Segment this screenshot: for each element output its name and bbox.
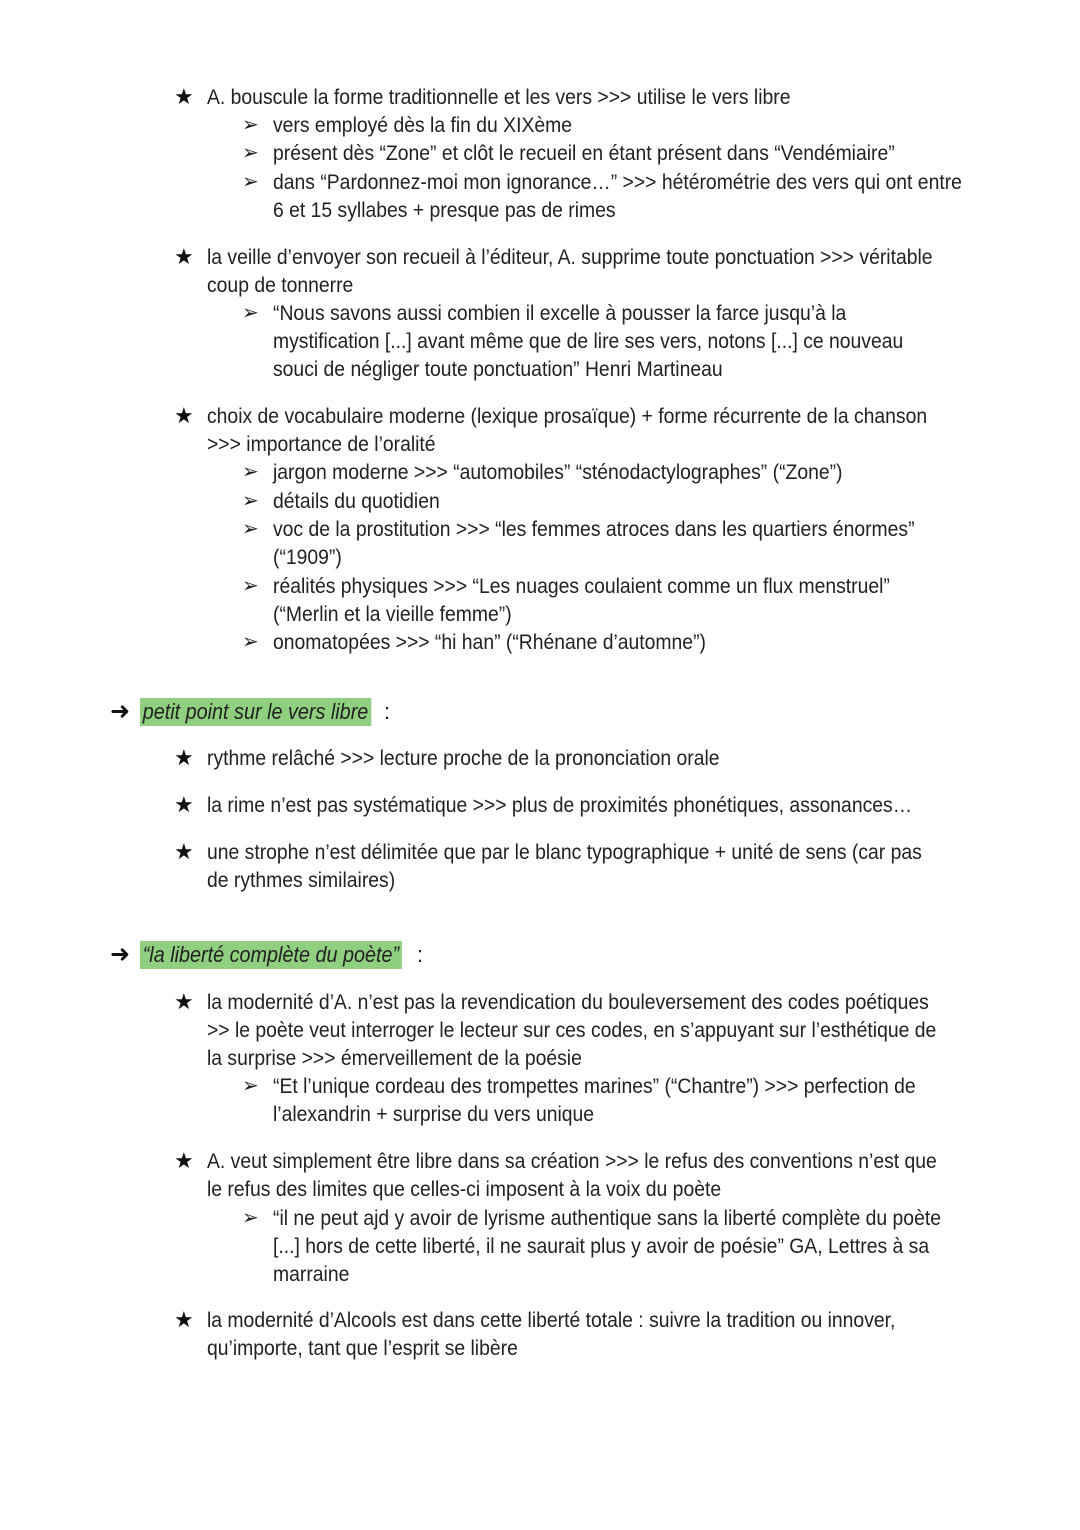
star-icon: ★ <box>174 403 194 428</box>
sub-bullet-text: voc de la prostitution >>> “les femmes atroces dans les quartiers énormes” <box>273 517 915 541</box>
sub-bullet-text: (“1909”) <box>273 545 342 569</box>
sub-bullet-text: détails du quotidien <box>273 489 440 513</box>
bullet-text: choix de vocabulaire moderne (lexique prosaïque) + forme récurrente de la chanson <box>207 404 928 428</box>
triangle-bullet-icon: ➢ <box>242 114 259 136</box>
bullet-text: la modernité d’A. n’est pas la revendication du bouleversement des codes poétiques <box>207 990 929 1014</box>
bullet-text: rythme relâché >>> lecture proche de la prononciation orale <box>207 746 720 770</box>
sub-bullet-text: onomatopées >>> “hi han” (“Rhénane d’automne”) <box>273 630 706 654</box>
triangle-bullet-icon: ➢ <box>242 575 259 597</box>
triangle-bullet-icon: ➢ <box>242 142 259 164</box>
sub-bullet-text: l’alexandrin + surprise du vers unique <box>273 1102 595 1126</box>
right-arrow-icon: ➜ <box>110 698 131 725</box>
triangle-bullet-icon: ➢ <box>242 490 259 512</box>
star-icon: ★ <box>174 84 194 109</box>
sub-bullet-text: “Nous savons aussi combien il excelle à pousser la farce jusqu’à la <box>273 301 847 325</box>
sub-bullet-text: marraine <box>273 1262 350 1286</box>
bullet-text: une strophe n’est délimitée que par le blanc typographique + unité de sens (car pas <box>207 840 922 864</box>
bullet-text: la veille d’envoyer son recueil à l’éditeur, A. supprime toute ponctuation >>> véritable <box>207 245 933 269</box>
bullet-text: la rime n’est pas systématique >>> plus de proximités phonétiques, assonances… <box>207 793 913 817</box>
bullet-text: >>> importance de l’oralité <box>207 432 436 456</box>
star-icon: ★ <box>174 244 194 269</box>
sub-bullet-text: “Et l’unique cordeau des trompettes marines” (“Chantre”) >>> perfection de <box>273 1074 916 1098</box>
triangle-bullet-icon: ➢ <box>242 1075 259 1097</box>
bullet-text: qu’importe, tant que l’esprit se libère <box>207 1336 518 1360</box>
sub-bullet-text: réalités physiques >>> “Les nuages coulaient comme un flux menstruel” <box>273 574 890 598</box>
bullet-text: le refus des limites que celles-ci imposent à la voix du poète <box>207 1177 722 1201</box>
sub-bullet-text: souci de négliger toute ponctuation” Henri Martineau <box>273 357 723 381</box>
triangle-bullet-icon: ➢ <box>242 1207 259 1229</box>
star-icon: ★ <box>174 839 194 864</box>
right-arrow-icon: ➜ <box>110 941 131 968</box>
triangle-bullet-icon: ➢ <box>242 518 259 540</box>
sub-bullet-text: jargon moderne >>> “automobiles” “sténodactylographes” (“Zone”) <box>273 460 843 484</box>
star-icon: ★ <box>174 792 194 817</box>
bullet-text: de rythmes similaires) <box>207 868 396 892</box>
triangle-bullet-icon: ➢ <box>242 631 259 653</box>
sub-bullet-text: (“Merlin et la vieille femme”) <box>273 602 512 626</box>
section-heading: petit point sur le vers libre <box>140 698 371 726</box>
sub-bullet-text: mystification [...] avant même que de lire ses vers, notons [...] ce nouveau <box>273 329 904 353</box>
bullet-text: la modernité d’Alcools est dans cette liberté totale : suivre la tradition ou innover, <box>207 1308 896 1332</box>
star-icon: ★ <box>174 1148 194 1173</box>
triangle-bullet-icon: ➢ <box>242 461 259 483</box>
bullet-text: >> le poète veut interroger le lecteur sur ces codes, en s’appuyant sur l’esthétique de <box>207 1018 937 1042</box>
star-icon: ★ <box>174 745 194 770</box>
bullet-text: la surprise >>> émerveillement de la poésie <box>207 1046 582 1070</box>
bullet-text: coup de tonnerre <box>207 273 354 297</box>
sub-bullet-text: vers employé dès la fin du XIXème <box>273 113 573 137</box>
section-heading: “la liberté complète du poète” <box>140 941 402 969</box>
star-icon: ★ <box>174 1307 194 1332</box>
bullet-text: A. veut simplement être libre dans sa création >>> le refus des conventions n’est que <box>207 1149 937 1173</box>
star-icon: ★ <box>174 989 194 1014</box>
sub-bullet-text: 6 et 15 syllabes + presque pas de rimes <box>273 198 616 222</box>
heading-colon: : <box>384 699 391 724</box>
sub-bullet-text: présent dès “Zone” et clôt le recueil en étant présent dans “Vendémiaire” <box>273 141 895 165</box>
sub-bullet-text: “il ne peut ajd y avoir de lyrisme authentique sans la liberté complète du poète <box>273 1206 941 1230</box>
sub-bullet-text: [...] hors de cette liberté, il ne saurait plus y avoir de poésie” GA, Lettres à sa <box>273 1234 930 1258</box>
sub-bullet-text: dans “Pardonnez-moi mon ignorance…” >>> hétérométrie des vers qui ont entre <box>273 170 962 194</box>
bullet-text: A. bouscule la forme traditionnelle et les vers >>> utilise le vers libre <box>207 85 791 109</box>
triangle-bullet-icon: ➢ <box>242 171 259 193</box>
triangle-bullet-icon: ➢ <box>242 302 259 324</box>
heading-colon: : <box>417 942 424 967</box>
